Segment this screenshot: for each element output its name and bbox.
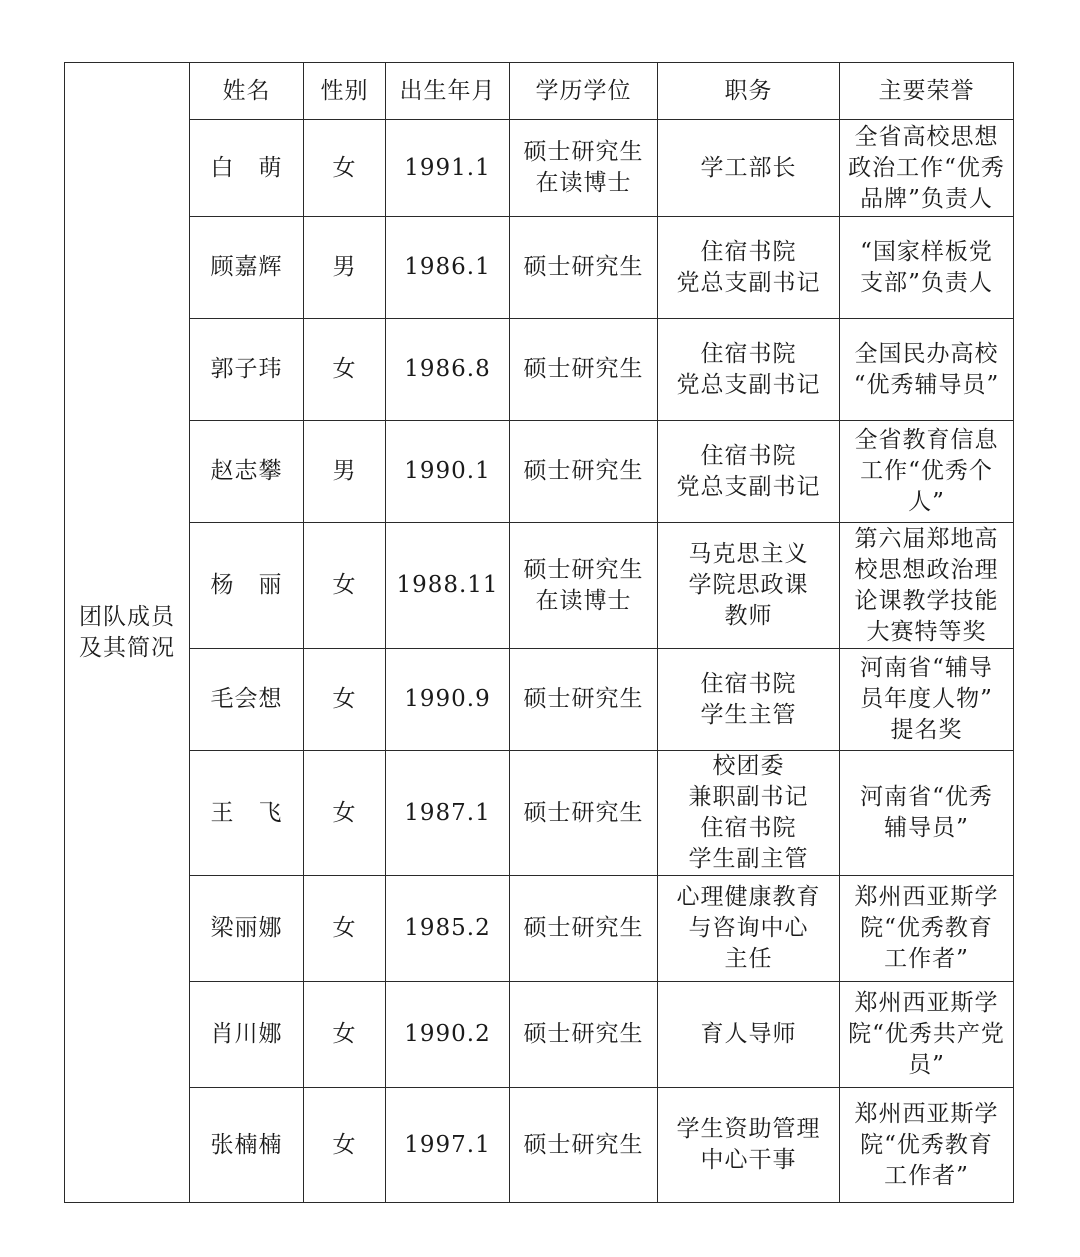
cell-degree: 硕士研究生 (510, 421, 658, 523)
table-row (65, 751, 1014, 876)
cell-gender: 男 (304, 421, 386, 523)
cell-position: 马克思主义 学院思政课 教师 (658, 523, 840, 649)
cell-birth: 1986.1 (386, 217, 510, 319)
cell-gender: 女 (304, 120, 386, 217)
cell-degree: 硕士研究生 在读博士 (510, 120, 658, 217)
header-name: 姓名 (190, 63, 304, 120)
cell-honor: 全国民办高校 “优秀辅导员” (840, 319, 1014, 421)
table-row (65, 649, 1014, 751)
cell-honor: 郑州西亚斯学 院“优秀教育 工作者” (840, 1088, 1014, 1203)
cell-gender: 女 (304, 523, 386, 649)
cell-gender: 男 (304, 217, 386, 319)
cell-degree: 硕士研究生 (510, 982, 658, 1088)
table-row (65, 217, 1014, 319)
cell-honor: 第六届郑地高 校思想政治理 论课教学技能 大赛特等奖 (840, 523, 1014, 649)
cell-name: 王 飞 (190, 751, 304, 876)
cell-degree: 硕士研究生 (510, 751, 658, 876)
cell-position: 住宿书院 党总支副书记 (658, 421, 840, 523)
cell-birth: 1997.1 (386, 1088, 510, 1203)
cell-degree: 硕士研究生 (510, 319, 658, 421)
cell-honor: 河南省“辅导 员年度人物” 提名奖 (840, 649, 1014, 751)
cell-degree: 硕士研究生 (510, 1088, 658, 1203)
cell-birth: 1991.1 (386, 120, 510, 217)
cell-birth: 1986.8 (386, 319, 510, 421)
cell-honor: “国家样板党 支部”负责人 (840, 217, 1014, 319)
table-row (65, 421, 1014, 523)
cell-birth: 1987.1 (386, 751, 510, 876)
cell-gender: 女 (304, 982, 386, 1088)
table-row (65, 319, 1014, 421)
header-honor: 主要荣誉 (840, 63, 1014, 120)
header-degree: 学历学位 (510, 63, 658, 120)
cell-name: 张楠楠 (190, 1088, 304, 1203)
cell-degree: 硕士研究生 (510, 217, 658, 319)
cell-gender: 女 (304, 649, 386, 751)
cell-gender: 女 (304, 319, 386, 421)
cell-position: 住宿书院 党总支副书记 (658, 217, 840, 319)
cell-birth: 1990.1 (386, 421, 510, 523)
cell-birth: 1990.2 (386, 982, 510, 1088)
cell-name: 梁丽娜 (190, 876, 304, 982)
cell-gender: 女 (304, 1088, 386, 1203)
header-birth: 出生年月 (386, 63, 510, 120)
side-label: 团队成员 及其简况 (65, 63, 190, 1203)
cell-name: 毛会想 (190, 649, 304, 751)
cell-position: 住宿书院 党总支副书记 (658, 319, 840, 421)
cell-position: 育人导师 (658, 982, 840, 1088)
cell-name: 顾嘉辉 (190, 217, 304, 319)
cell-gender: 女 (304, 876, 386, 982)
cell-gender: 女 (304, 751, 386, 876)
cell-honor: 河南省“优秀 辅导员” (840, 751, 1014, 876)
cell-position: 学工部长 (658, 120, 840, 217)
header-row (65, 63, 1014, 120)
cell-name: 郭子玮 (190, 319, 304, 421)
cell-position: 心理健康教育 与咨询中心 主任 (658, 876, 840, 982)
table-row (65, 523, 1014, 649)
cell-honor: 郑州西亚斯学 院“优秀共产党 员” (840, 982, 1014, 1088)
header-gender: 性别 (304, 63, 386, 120)
cell-position: 校团委 兼职副书记 住宿书院 学生副主管 (658, 751, 840, 876)
cell-name: 杨 丽 (190, 523, 304, 649)
cell-honor: 全省教育信息 工作“优秀个人” (840, 421, 1014, 523)
header-position: 职务 (658, 63, 840, 120)
cell-birth: 1985.2 (386, 876, 510, 982)
table-row (65, 876, 1014, 982)
team-members-table (64, 62, 1014, 1203)
team-members-table-container (64, 62, 1014, 1203)
cell-name: 赵志攀 (190, 421, 304, 523)
cell-honor: 郑州西亚斯学 院“优秀教育 工作者” (840, 876, 1014, 982)
cell-birth: 1988.11 (386, 523, 510, 649)
cell-birth: 1990.9 (386, 649, 510, 751)
cell-honor: 全省高校思想 政治工作“优秀 品牌”负责人 (840, 120, 1014, 217)
cell-position: 住宿书院 学生主管 (658, 649, 840, 751)
table-row (65, 982, 1014, 1088)
table-row (65, 1088, 1014, 1203)
cell-degree: 硕士研究生 (510, 649, 658, 751)
cell-name: 肖川娜 (190, 982, 304, 1088)
cell-degree: 硕士研究生 (510, 876, 658, 982)
cell-position: 学生资助管理 中心干事 (658, 1088, 840, 1203)
cell-degree: 硕士研究生 在读博士 (510, 523, 658, 649)
cell-name: 白 萌 (190, 120, 304, 217)
table-row (65, 120, 1014, 217)
